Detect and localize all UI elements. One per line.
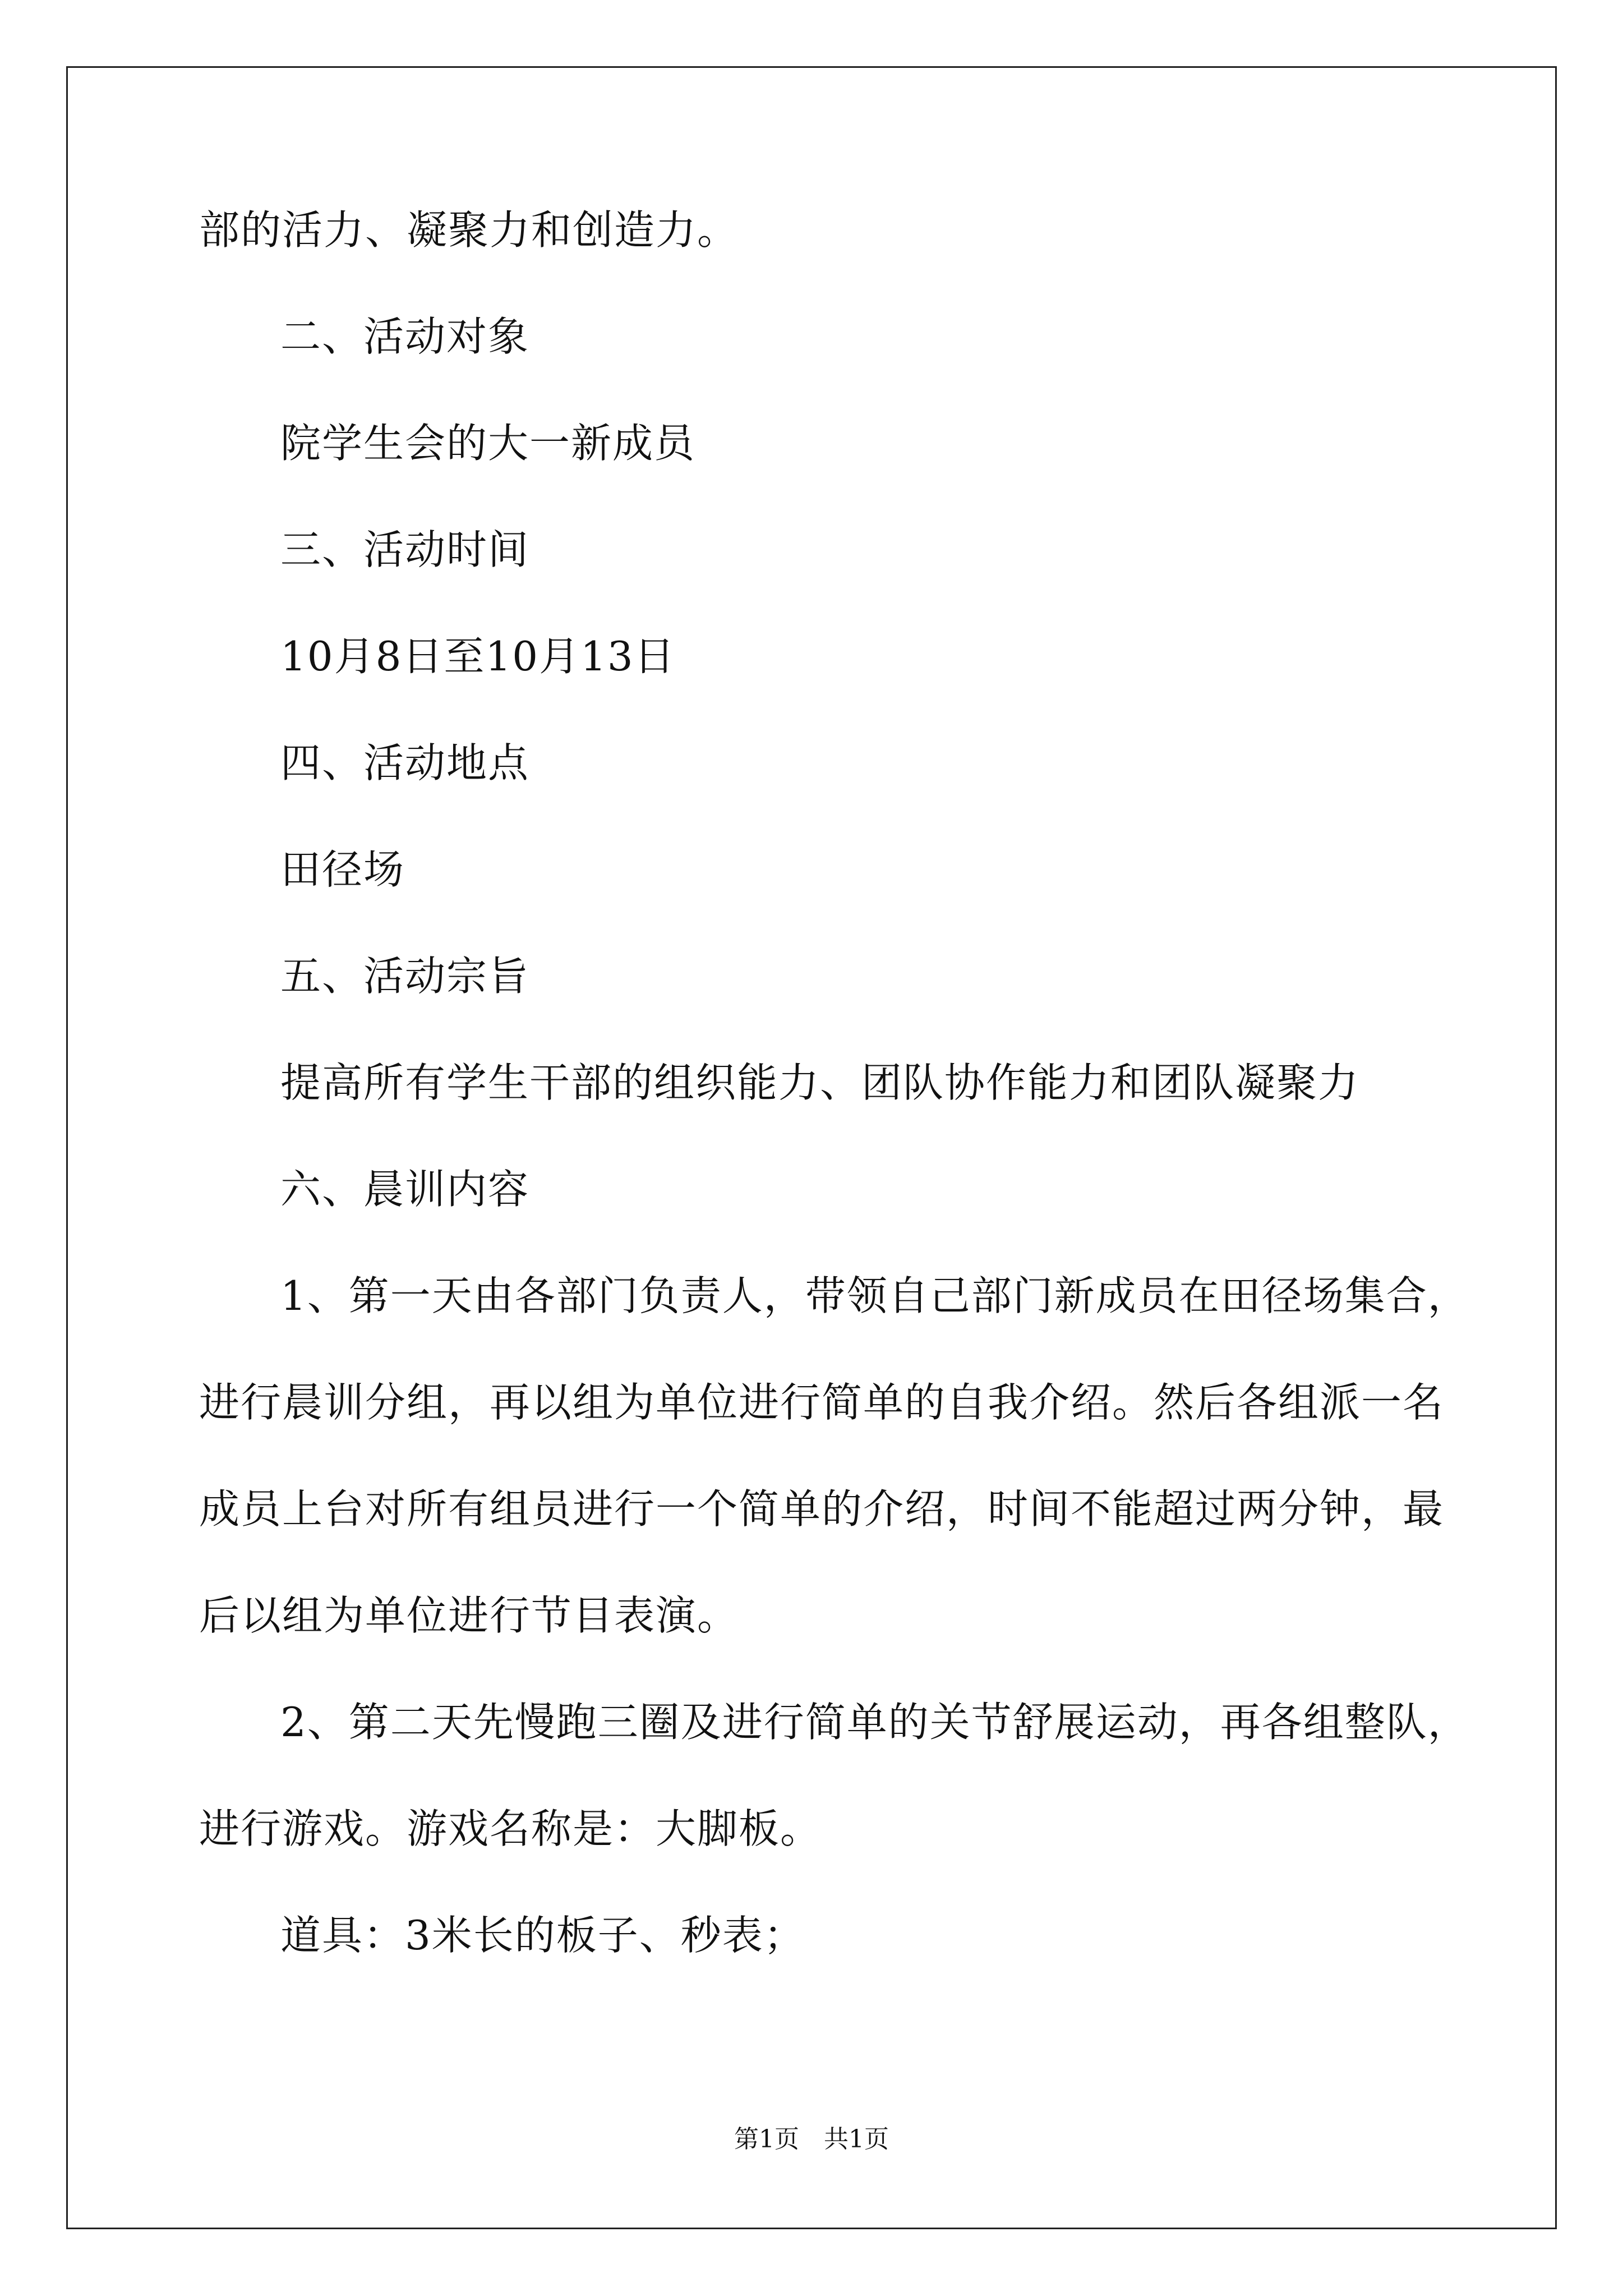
section-heading-location: 四、活动地点 [280,739,530,786]
body-text-line: 提高所有学生干部的组织能力、团队协作能力和团队凝聚力 [280,1059,1360,1106]
body-text-line: 成员上台对所有组员进行一个简单的介绍，时间不能超过两分钟，最 [199,1485,1445,1533]
body-text-line: 道具：3米长的板子、秒表； [280,1912,805,1959]
page-border [66,66,1557,2229]
body-text-line: 1、第一天由各部门负责人，带领自己部门新成员在田径场集合， [280,1272,1469,1319]
section-heading-time: 三、活动时间 [280,526,530,573]
section-heading-content: 六、晨训内容 [280,1166,530,1213]
body-text-line: 10月8日至10月13日 [280,633,676,680]
body-text-line: 2、第二天先慢跑三圈及进行简单的关节舒展运动，再各组整队， [280,1699,1469,1746]
body-text-line: 田径场 [280,846,405,893]
body-text-line: 进行游戏。游戏名称是：大脚板。 [199,1805,822,1852]
body-text-line: 后以组为单位进行节目表演。 [199,1592,739,1639]
body-text-line: 院学生会的大一新成员 [280,420,696,467]
section-heading-target: 二、活动对象 [280,313,530,360]
body-text-line: 部的活力、凝聚力和创造力。 [199,206,739,254]
section-heading-purpose: 五、活动宗旨 [280,953,530,1000]
body-text-line: 进行晨训分组，再以组为单位进行简单的自我介绍。然后各组派一名 [199,1379,1445,1426]
page-footer: 第1页 共1页 [734,2125,889,2154]
